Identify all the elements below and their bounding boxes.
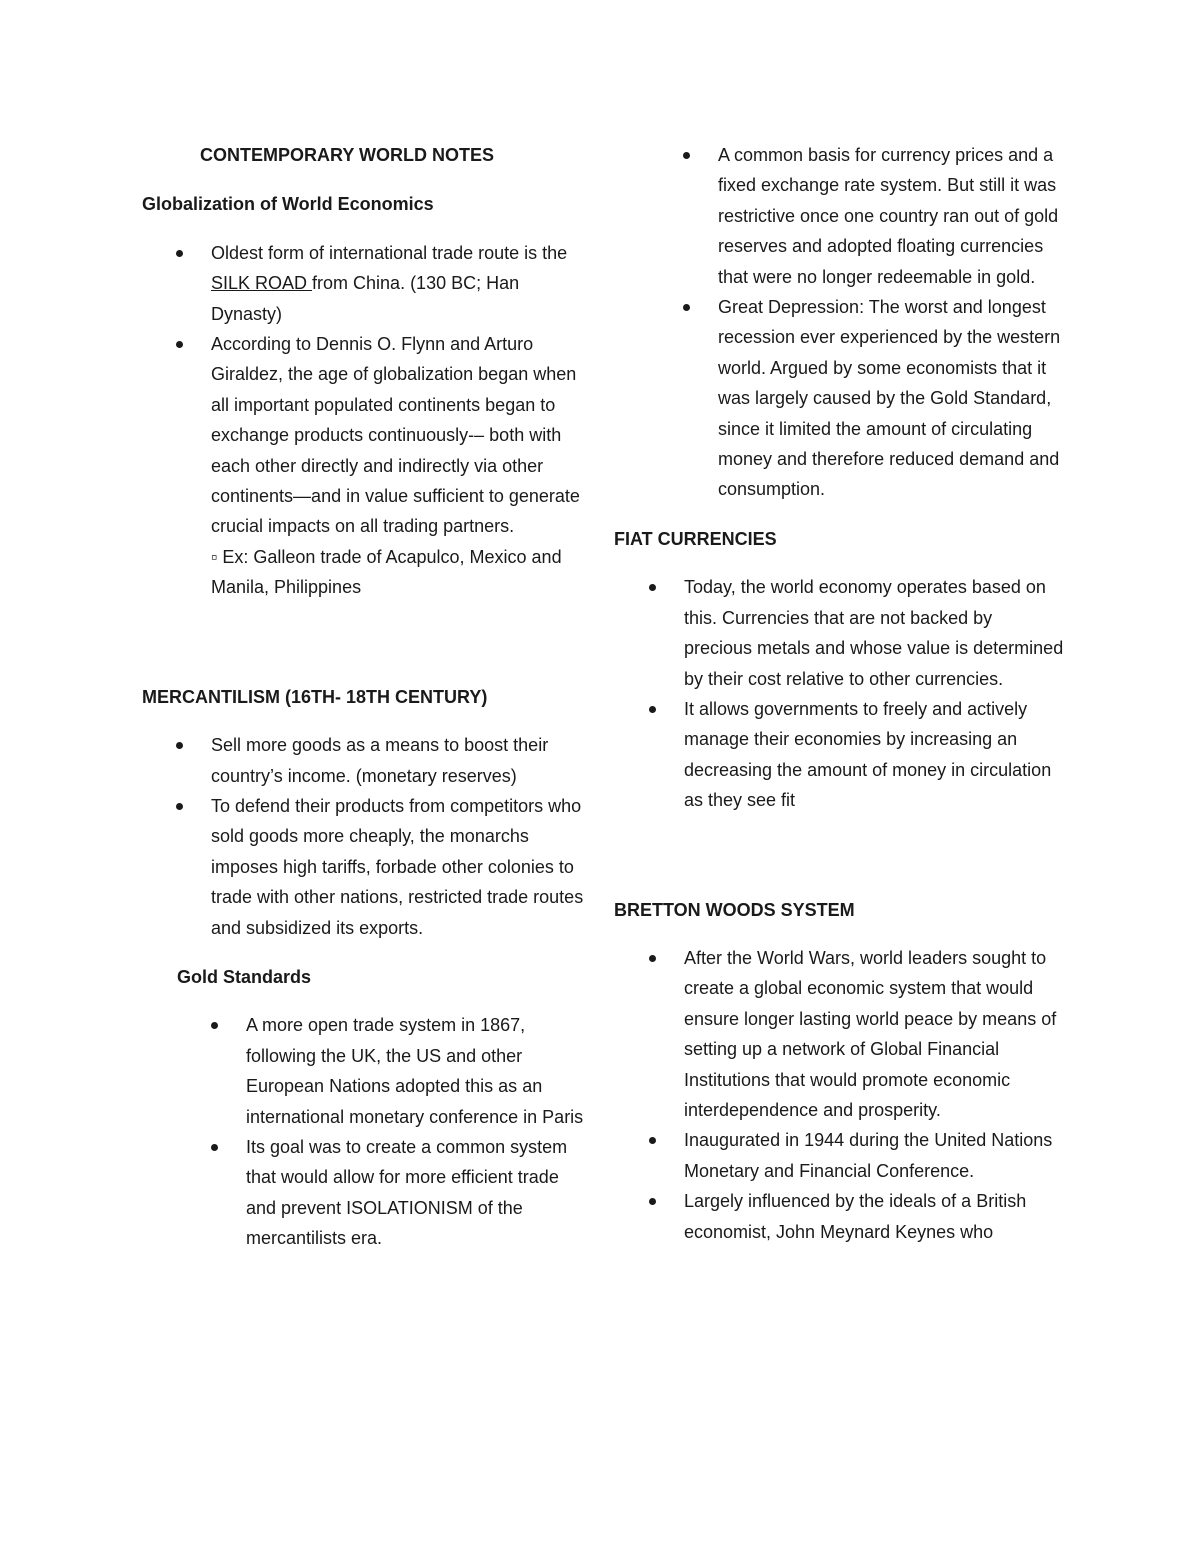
left-column	[142, 140, 592, 1254]
silk-road-text-pre: Oldest form of international trade route is the	[211, 242, 568, 263]
list-item: After the World Wars, world leaders sought to create a global economic system that would ensure longer lasting world peace by means of setting up a network of Global Financial Institutions that would promote economic interdependence and prosperity.	[684, 943, 1064, 1125]
section-heading-bretton-woods: BRETTON WOODS SYSTEM	[614, 899, 855, 920]
list-item: Today, the world economy operates based on this. Currencies that are not backed by precious metals and whose value is determined by their cost relative to other currencies.	[684, 572, 1064, 694]
mercantilism-list	[142, 730, 592, 943]
list-item: Its goal was to create a common system that would allow for more efficient trade and prevent ISOLATIONISM of the mercantilists era.	[246, 1132, 592, 1254]
list-item: Sell more goods as a means to boost their country’s income. (monetary reserves)	[211, 730, 592, 791]
list-item	[211, 329, 592, 603]
list-item: Great Depression: The worst and longest recession ever experienced by the western world. Argued by some economists that it was largely caused by the Gold Standard, since it limited the amount of circulating money and therefore reduced demand and consumption.	[718, 292, 1064, 505]
list-item: Largely influenced by the ideals of a British economist, John Meynard Keynes who	[684, 1186, 1064, 1247]
flynn-giraldez-text: According to Dennis O. Flynn and Arturo Giraldez, the age of globalization began when all important populated continents began to exchange products continuously-– both with each other directly and indirectly via other continents—and in value sufficient to generate crucial impacts on all trading partners.	[211, 334, 580, 537]
fiat-currencies-list	[614, 572, 1064, 815]
globalization-list	[142, 238, 592, 603]
right-column	[614, 140, 1064, 1247]
section-heading-fiat-currencies: FIAT CURRENCIES	[614, 528, 777, 549]
section-heading-globalization: Globalization of World Economics	[142, 194, 434, 215]
list-item: It allows governments to freely and actively manage their economies by increasing an decreasing the amount of money in circulation as they see fit	[684, 694, 1064, 816]
list-item: A more open trade system in 1867, following the UK, the US and other European Nations adopted this as an international monetary conference in Paris	[246, 1010, 592, 1132]
list-item	[211, 238, 592, 329]
document-title: CONTEMPORARY WORLD NOTES	[199, 145, 494, 165]
section-heading-gold-standards: Gold Standards	[177, 966, 312, 987]
galleon-trade-example: ▫ Ex: Galleon trade of Acapulco, Mexico and Manila, Philippines	[211, 546, 562, 598]
list-item: A common basis for currency prices and a fixed exchange rate system. But still it was restrictive once one country ran out of gold reserves and adopted floating currencies that were no longer redeemable in gold.	[718, 140, 1064, 292]
silk-road-text-post: from China. (130 BC; Han Dynasty)	[211, 273, 520, 324]
bretton-woods-list	[614, 943, 1064, 1247]
silk-road-underlined: SILK ROAD	[211, 273, 313, 294]
gold-standards-continued-list	[614, 140, 1064, 505]
list-item: Inaugurated in 1944 during the United Nations Monetary and Financial Conference.	[684, 1125, 1064, 1186]
gold-standards-list	[142, 1010, 592, 1253]
list-item: To defend their products from competitors who sold goods more cheaply, the monarchs imposes high tariffs, forbade other colonies to trade with other nations, restricted trade routes and subsidized its exports.	[211, 791, 592, 943]
section-heading-mercantilism: MERCANTILISM (16TH- 18TH CENTURY)	[142, 686, 488, 707]
